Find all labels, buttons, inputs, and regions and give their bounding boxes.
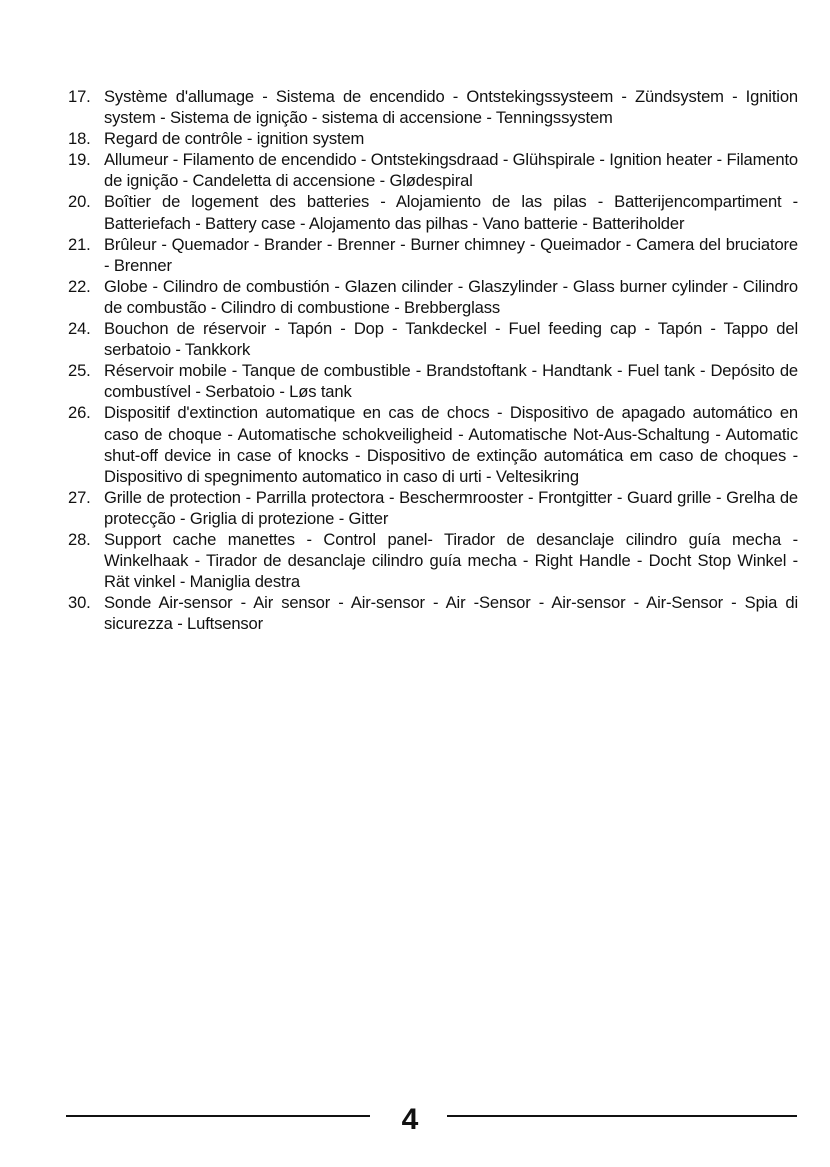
item-text: Dispositif d'extinction automatique en cas de chocs - Dispositivo de apagado automático en caso de choque - Automatische schokveiligheid - Automatische Not-Aus-Schaltung - Automatic shut-off device in case of knocks - Dispositivo de extinção automática em caso de choques - Dispositivo di spegnimento automatico in caso di urti - Veltesikring xyxy=(104,403,798,486)
item-text: Allumeur - Filamento de encendido - Ontstekingsdraad - Glühspirale - Ignition heater - Filamento de ignição - Candeletta di accensione - Glødespiral xyxy=(104,150,798,191)
item-number: 22. xyxy=(68,276,91,296)
item-text: Globe - Cilindro de combustión - Glazen cilinder - Glaszylinder - Glass burner cylinder - Cilindro de combustão - Cilindro di combustione - Brebberglass xyxy=(104,276,798,317)
item-number: 17. xyxy=(68,87,91,106)
item-text: Boîtier de logement des batteries - Alojamiento de las pilas - Batterijencompartiment - Batteriefach - Battery case - Alojamento das pilhas - Vano batterie - Batteriholder xyxy=(104,192,798,233)
item-text: Système d'allumage - Sistema de encendido - Ontstekingssysteem - Zündsystem - Ignition system - Sistema de ignição - sistema di accensione - Tenningssystem xyxy=(104,87,798,128)
item-number: 28. xyxy=(68,529,91,549)
item-number: 18. xyxy=(68,129,91,149)
item-number: 24. xyxy=(68,319,91,339)
item-number: 27. xyxy=(68,487,91,507)
item-number: 19. xyxy=(68,150,91,170)
page-footer xyxy=(0,1100,830,1140)
item-text: Brûleur - Quemador - Brander - Brenner - Burner chimney - Queimador - Camera del bruciatore - Brenner xyxy=(104,234,798,275)
list-item xyxy=(68,318,798,360)
item-number: 26. xyxy=(68,403,91,423)
list-item xyxy=(68,86,798,128)
footer-rule-right xyxy=(447,1115,797,1117)
list-item xyxy=(68,402,798,486)
parts-list xyxy=(68,86,798,634)
list-item xyxy=(68,128,798,149)
item-text: Sonde Air-sensor - Air sensor - Air-sensor - Air -Sensor - Air-sensor - Air-Sensor - Spia di sicurezza - Luftsensor xyxy=(104,593,798,634)
list-item xyxy=(68,276,798,318)
item-number: 21. xyxy=(68,234,91,254)
item-text: Regard de contrôle - ignition system xyxy=(104,129,365,149)
item-text: Support cache manettes - Control panel- Tirador de desanclaje cilindro guía mecha - Winkelhaak - Tirador de desanclaje cilindro guía mecha - Right Handle - Docht Stop Winkel - Rät vinkel - Maniglia destra xyxy=(104,529,798,592)
item-number: 30. xyxy=(68,593,91,613)
list-item xyxy=(68,191,798,233)
list-item xyxy=(68,529,798,592)
list-item xyxy=(68,360,798,402)
list-item xyxy=(68,234,798,276)
page-number: 4 xyxy=(401,1103,419,1136)
list-item xyxy=(68,592,798,634)
item-text: Bouchon de réservoir - Tapón - Dop - Tankdeckel - Fuel feeding cap - Tapón - Tappo del serbatoio - Tankkork xyxy=(104,319,798,360)
list-item xyxy=(68,487,798,529)
list-item xyxy=(68,149,798,191)
item-number: 20. xyxy=(68,192,91,212)
item-number: 25. xyxy=(68,361,91,381)
footer-rule-left xyxy=(66,1115,370,1117)
item-text: Grille de protection - Parrilla protectora - Beschermrooster - Frontgitter - Guard grille - Grelha de protecção - Griglia di protezione - Gitter xyxy=(104,487,798,528)
item-text: Réservoir mobile - Tanque de combustible - Brandstoftank - Handtank - Fuel tank - Depósito de combustível - Serbatoio - Løs tank xyxy=(104,361,798,402)
